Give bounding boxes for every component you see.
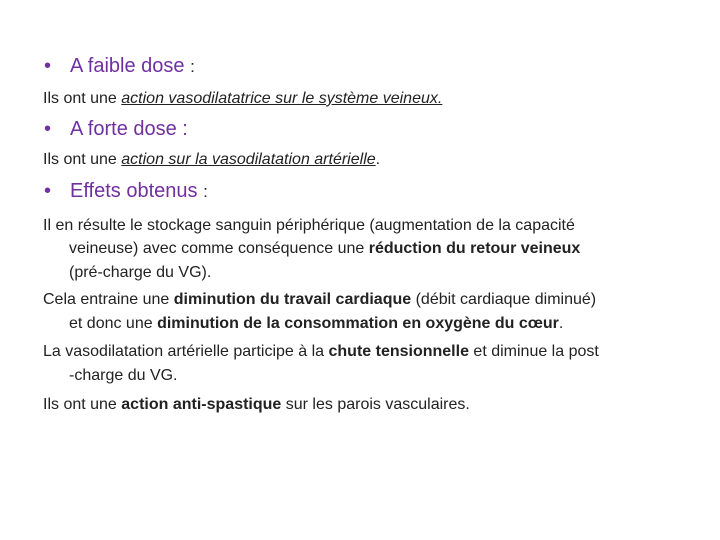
emphasis-text: action vasodilatatrice sur le système veineux. <box>121 90 443 107</box>
heading-effets-obtenus <box>44 180 208 203</box>
heading-forte-dose <box>44 118 188 141</box>
effects-p1-line3: (pré-charge du VG). <box>69 264 212 281</box>
effects-p1-line2: veineuse) avec comme conséquence une réduction du retour veineux <box>69 240 581 257</box>
effects-p3-line2: -charge du VG. <box>69 367 178 384</box>
effects-p1-line1: Il en résulte le stockage sanguin périphérique (augmentation de la capacité <box>43 217 575 234</box>
heading-faible-dose <box>44 55 195 78</box>
bullet-icon: • <box>44 180 52 202</box>
effects-p2-line1: Cela entraine une diminution du travail cardiaque (débit cardiaque diminué) <box>43 291 597 308</box>
bold-text: réduction du retour veineux <box>368 240 581 257</box>
heading-text: A faible dose <box>70 55 185 77</box>
heading-text: Effets obtenus <box>70 180 198 202</box>
effects-p2-line2: et donc une diminution de la consommation en oxygène du cœur. <box>69 315 564 332</box>
body-forte-dose: Ils ont une action sur la vasodilatation artérielle. <box>43 151 381 168</box>
bold-text: diminution du travail cardiaque <box>173 291 412 308</box>
body-faible-dose: Ils ont une action vasodilatatrice sur le système veineux. <box>43 90 443 107</box>
effects-p3-line1: La vasodilatation artérielle participe à la chute tensionnelle et diminue la post <box>43 343 599 360</box>
bullet-icon: • <box>44 118 52 140</box>
bullet-icon: • <box>44 55 52 77</box>
effects-p4-line1: Ils ont une action anti-spastique sur les parois vasculaires. <box>43 396 470 413</box>
emphasis-text: action sur la vasodilatation artérielle <box>121 151 376 168</box>
bold-text: diminution de la consommation en oxygène du cœur <box>157 315 559 332</box>
heading-colon: : <box>203 182 208 201</box>
bold-text: action anti-spastique <box>121 396 282 413</box>
heading-colon: : <box>190 57 195 76</box>
bold-text: chute tensionnelle <box>328 343 469 360</box>
heading-text: A forte dose : <box>70 118 188 140</box>
